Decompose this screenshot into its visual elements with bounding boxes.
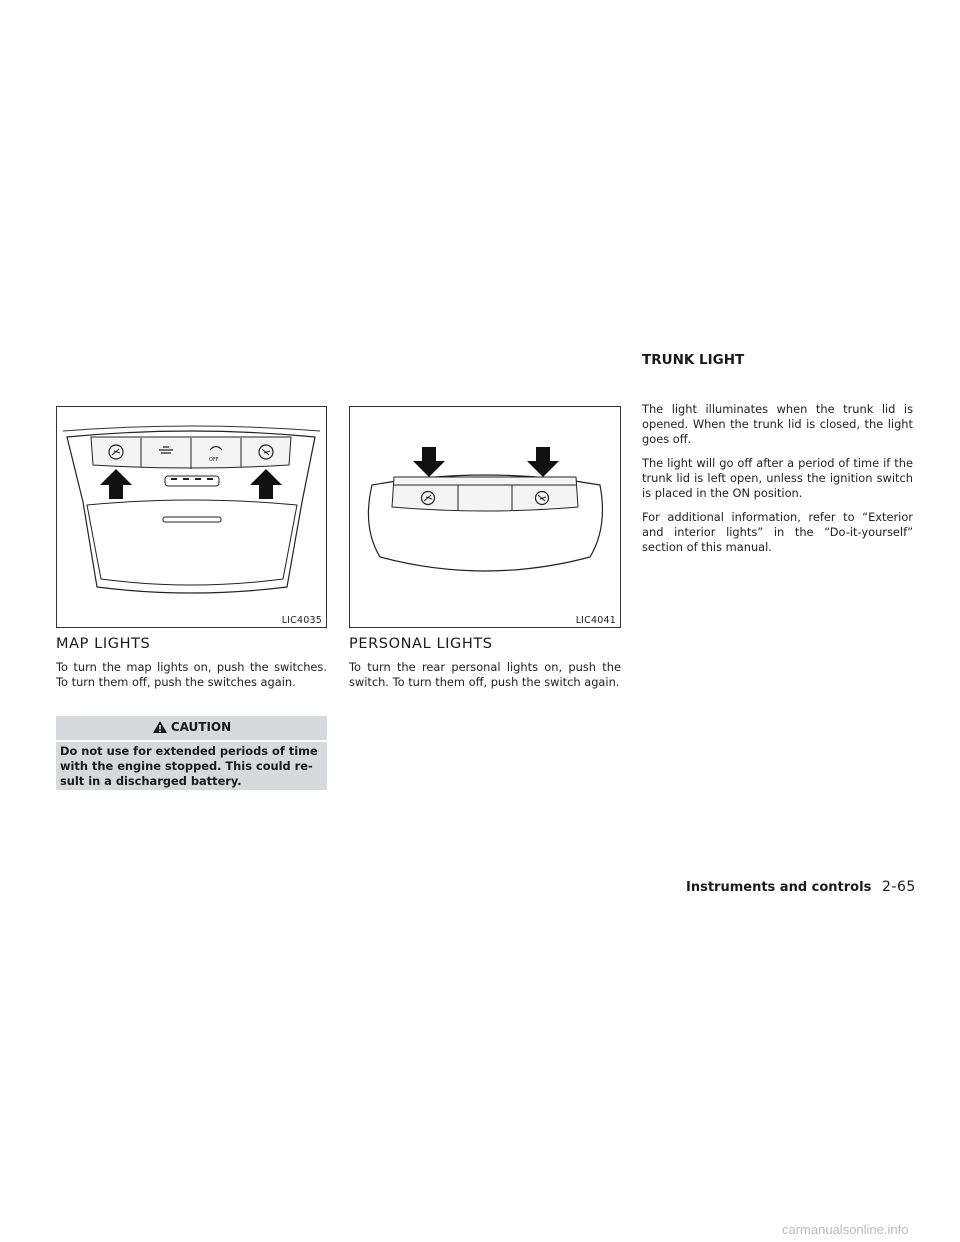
watermark[interactable]: carmanualsonline.info bbox=[782, 1222, 909, 1237]
personal-lights-illustration bbox=[350, 407, 620, 627]
caution-divider bbox=[56, 740, 327, 742]
trunk-light-heading: TRUNK LIGHT bbox=[642, 352, 745, 368]
figure-code: LIC4035 bbox=[281, 615, 322, 626]
figure-map-lights bbox=[56, 406, 327, 628]
map-lights-body: To turn the map lights on, push the switches. To turn them off, push the switches again. bbox=[56, 660, 327, 690]
figure-personal-lights bbox=[349, 406, 621, 628]
map-lights-heading: MAP LIGHTS bbox=[56, 636, 151, 652]
footer-section-title: Instruments and controls bbox=[686, 880, 872, 895]
personal-lights-body: To turn the rear personal lights on, push the switch. To turn them off, push the switch again. bbox=[349, 660, 621, 690]
arrow-down-icon bbox=[527, 447, 559, 477]
trunk-light-paragraph-2: The light will go off after a period of time if the trunk lid is left open, unless the ignition switch is placed in the ON position. bbox=[642, 456, 913, 501]
caution-header bbox=[56, 716, 327, 738]
caution-box bbox=[56, 716, 327, 790]
caution-text: Do not use for extended periods of time with the engine stopped. This could re-sult in a discharged battery. bbox=[60, 744, 318, 788]
figure-code: LIC4041 bbox=[575, 615, 616, 626]
trunk-light-paragraph-1: The light illuminates when the trunk lid is opened. When the trunk lid is closed, the light goes off. bbox=[642, 402, 913, 447]
trunk-light-paragraph-3: For additional information, refer to “Exterior and interior lights” in the “Do-it-yourself” section of this manual. bbox=[642, 510, 913, 555]
warning-triangle-icon bbox=[152, 720, 168, 734]
caution-label: CAUTION bbox=[170, 720, 232, 734]
personal-lights-heading: PERSONAL LIGHTS bbox=[349, 636, 493, 652]
page-number: 2-65 bbox=[882, 879, 916, 895]
arrow-down-icon bbox=[413, 447, 445, 477]
svg-text:OFF: OFF bbox=[209, 457, 219, 463]
map-lights-illustration bbox=[57, 407, 326, 627]
